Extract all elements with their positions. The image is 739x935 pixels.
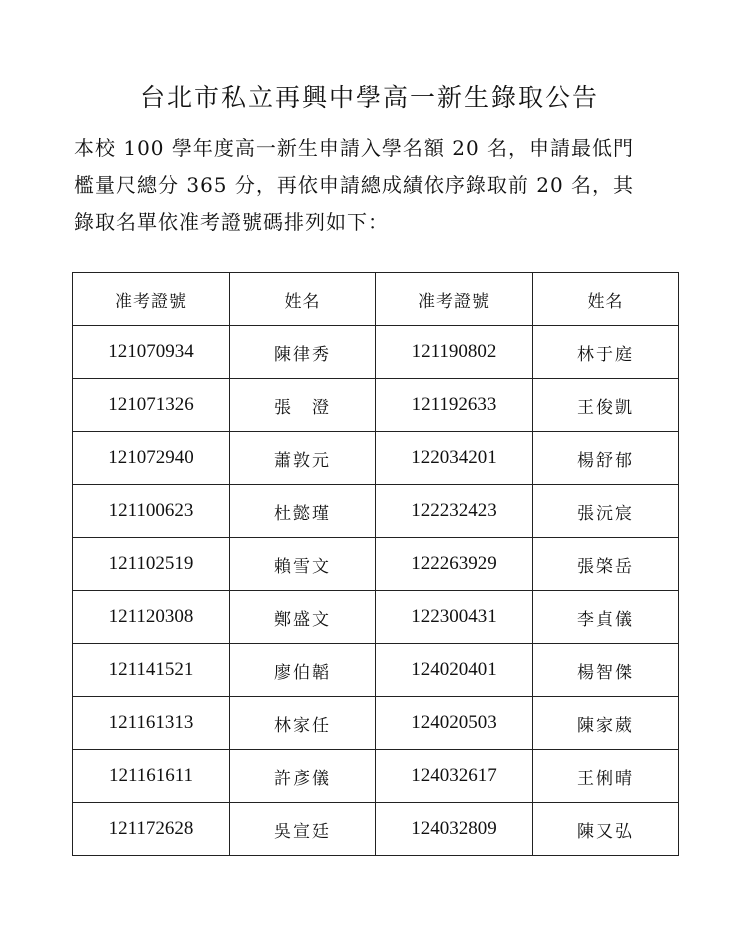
table-row xyxy=(73,379,679,432)
student-name-cell: 張 澄 xyxy=(230,379,376,432)
table-row xyxy=(73,538,679,591)
table-header-row xyxy=(73,273,679,326)
table-row xyxy=(73,326,679,379)
table-row xyxy=(73,432,679,485)
student-name-cell: 王俐晴 xyxy=(533,750,679,803)
exam-number-cell: 121100623 xyxy=(73,485,230,538)
table-row xyxy=(73,485,679,538)
student-name-cell: 杜懿瑾 xyxy=(230,485,376,538)
student-name-cell: 陳又弘 xyxy=(533,803,679,856)
exam-number-cell: 122300431 xyxy=(376,591,533,644)
student-name-cell: 楊舒郁 xyxy=(533,432,679,485)
exam-number-cell: 122034201 xyxy=(376,432,533,485)
announcement-title: 台北市私立再興中學高一新生錄取公告 xyxy=(139,83,599,112)
exam-number-cell: 121072940 xyxy=(73,432,230,485)
exam-number-cell: 121161313 xyxy=(73,697,230,750)
exam-number-cell: 121141521 xyxy=(73,644,230,697)
exam-number-cell: 122232423 xyxy=(376,485,533,538)
exam-number-cell: 121070934 xyxy=(73,326,230,379)
student-name-cell: 林于庭 xyxy=(533,326,679,379)
header-exam-number-2 xyxy=(376,273,533,326)
student-name-cell: 吳宣廷 xyxy=(230,803,376,856)
exam-number-cell: 121172628 xyxy=(73,803,230,856)
exam-number-cell: 121102519 xyxy=(73,538,230,591)
student-name-cell: 賴雪文 xyxy=(230,538,376,591)
student-name-cell: 楊智傑 xyxy=(533,644,679,697)
exam-number-cell: 121192633 xyxy=(376,379,533,432)
admission-list-table xyxy=(72,272,679,856)
header-label: 姓名 xyxy=(284,291,321,312)
student-name-cell: 許彥儀 xyxy=(230,750,376,803)
student-name-cell: 蕭敦元 xyxy=(230,432,376,485)
student-name-cell: 張沅宸 xyxy=(533,485,679,538)
intro-paragraph xyxy=(74,130,684,241)
header-name-2 xyxy=(533,273,679,326)
exam-number-cell: 121120308 xyxy=(73,591,230,644)
student-name-cell: 張棨岳 xyxy=(533,538,679,591)
intro-line-2: 檻量尺總分 365 分，再依申請總成績依序錄取前 20 名，其 xyxy=(74,173,635,197)
student-name-cell: 王俊凱 xyxy=(533,379,679,432)
student-name-cell: 廖伯韜 xyxy=(230,644,376,697)
table-row xyxy=(73,591,679,644)
exam-number-cell: 121071326 xyxy=(73,379,230,432)
header-exam-number-1 xyxy=(73,273,230,326)
table-row xyxy=(73,803,679,856)
exam-number-cell: 121190802 xyxy=(376,326,533,379)
student-name-cell: 陳律秀 xyxy=(230,326,376,379)
exam-number-cell: 124032617 xyxy=(376,750,533,803)
table-row xyxy=(73,697,679,750)
exam-number-cell: 121161611 xyxy=(73,750,230,803)
header-label: 准考證號 xyxy=(418,291,490,312)
intro-line-3: 錄取名單依准考證號碼排列如下： xyxy=(74,210,389,234)
header-label: 准考證號 xyxy=(115,291,187,312)
header-label: 姓名 xyxy=(587,291,624,312)
exam-number-cell: 124020401 xyxy=(376,644,533,697)
table-row xyxy=(73,644,679,697)
intro-line-1: 本校 100 學年度高一新生申請入學名額 20 名，申請最低門 xyxy=(74,136,635,160)
exam-number-cell: 124020503 xyxy=(376,697,533,750)
exam-number-cell: 122263929 xyxy=(376,538,533,591)
table-row xyxy=(73,750,679,803)
exam-number-cell: 124032809 xyxy=(376,803,533,856)
header-name-1 xyxy=(230,273,376,326)
student-name-cell: 林家任 xyxy=(230,697,376,750)
student-name-cell: 陳家葳 xyxy=(533,697,679,750)
student-name-cell: 李貞儀 xyxy=(533,591,679,644)
student-name-cell: 鄭盛文 xyxy=(230,591,376,644)
